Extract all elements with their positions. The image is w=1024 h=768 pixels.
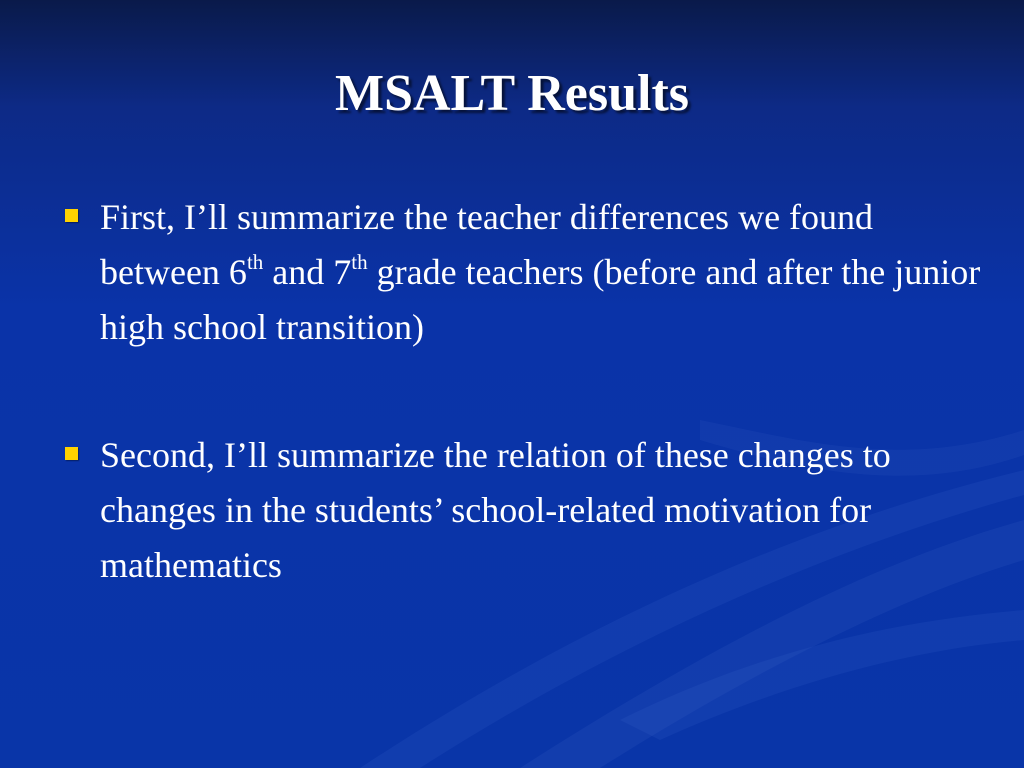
bullet-item-1: [62, 190, 982, 355]
slide-title: MSALT Results: [335, 65, 689, 122]
bullet-2-text: Second, I’ll summarize the relation of these changes to changes in the students’ school-related motivation for mathematics: [100, 435, 891, 585]
bullet-1-text-b: and 7: [263, 252, 352, 292]
bullet-item-2: [62, 428, 982, 593]
bullet-1-text-a: First, I’ll summarize the teacher differences we found between 6: [100, 197, 874, 292]
bullet-list: [62, 190, 982, 593]
bullet-square-icon: [65, 209, 78, 222]
bullet-1-text-c: grade teachers (before and after the junior high school transition): [100, 252, 981, 347]
bullet-1-superscript-b: th: [351, 250, 368, 274]
bullet-1-superscript-a: th: [246, 250, 264, 274]
bullet-square-icon: [65, 447, 78, 460]
